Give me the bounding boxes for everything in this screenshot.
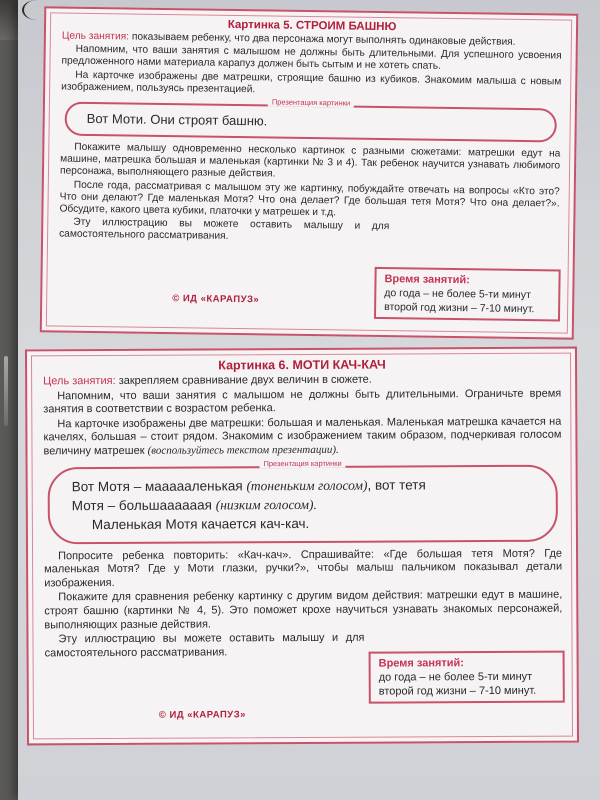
paragraph: Эту иллюстрацию вы можете оставить малышу и для самостоятельного рассматривания.	[44, 631, 365, 660]
goal-paragraph	[43, 373, 561, 389]
time-line: до года – не более 5-ти минут	[378, 670, 533, 684]
paragraph: Попросите ребенка повторить: «Кач-кач». Спрашивайте: «Где большая тетя Мотя? Где маленькая Мотя? Где у Моти глазки, ручки?», чтобы малыш пальчиком показывал детали изображения.	[44, 547, 563, 590]
presentation-label: Презентация картинки	[268, 97, 354, 107]
presentation-label: Презентация картинки	[259, 458, 345, 467]
binder-clip	[4, 356, 8, 426]
card-picture-5	[40, 6, 578, 339]
presentation-line	[72, 474, 534, 495]
presentation-text	[48, 464, 558, 544]
publisher-mark: © ИД «КАРАПУЗ»	[158, 709, 246, 721]
presentation-block	[64, 97, 556, 143]
goal-text: показываем ребенку, что два персонажа могут выполнять одинаковые действия.	[128, 31, 516, 48]
goal-label: Цель занятия:	[43, 374, 116, 388]
presentation-phrase: , вот тетя	[367, 476, 426, 493]
paragraph: Напомним, что ваши занятия с малышом не должны быть длительными. Для успешного усвоения предложенного нами материала карапуз должен быть сытым и не хотеть спать.	[61, 43, 562, 73]
presentation-phrase: Мотя – большаааааая	[71, 497, 216, 513]
publisher-mark: © ИД «КАРАПУЗ»	[172, 293, 260, 306]
time-line: второй год жизни – 7-10 минут.	[378, 684, 537, 698]
goal-text: закрепляем сравнивание двух величин в сюжете.	[115, 373, 372, 387]
paragraph-text: На карточке изображены две матрешки: большая и маленькая. Маленькая матрешка качается на качелях, большая – стоит рядом. Знакомим с изображением таким образом, подчеркивая голосом величину матрешек	[43, 415, 562, 458]
paragraph: Покажите для сравнения ребенку картинку с другим видом действия: матрешки едут в машине, строят башню (картинки № 4, 5). Это поможет крохе научиться узнавать знакомых персонажей, выполняющих разные действия.	[44, 588, 563, 631]
presentation-block	[48, 458, 558, 544]
paragraph: На карточке изображены две матрешки, строящие башню из кубиков. Знакомим малыша с новым изображением, пользуясь презентацией.	[61, 69, 562, 96]
presentation-text: Вот Моти. Они строят башню.	[64, 102, 556, 143]
presentation-note: (тоненьким голосом)	[246, 477, 368, 493]
goal-label: Цель занятия:	[61, 30, 130, 43]
paragraph: Покажите малышу одновременно несколько картинок с разными сюжетами: матрешки едут на машине, матрешка большая и маленькая (картинки № 3 и 4). Так ребенок научится узнавать любимого персонажа, выполняющего разные действия.	[59, 141, 561, 180]
card-title: Картинка 6. МОТИ КАЧ-КАЧ	[218, 357, 386, 373]
time-title: Время занятий:	[378, 657, 464, 670]
time-line: до года – не более 5-ти минут	[384, 287, 531, 302]
paragraph-note: (воспользуйтесь текстом презентации).	[147, 443, 339, 457]
paragraph: Эту иллюстрацию вы можете оставить малышу и для самостоятельного рассматривания.	[59, 216, 390, 243]
presentation-note: (низким голосом).	[215, 496, 317, 513]
paragraph: После года, рассматривая с малышом эту же картинку, побуждайте отвечать на вопросы «Кто это? Что они делают? Где маленькая Мотя? Что она делает? Где большая тетя Мотя? Что она делает?». Обсудите, какого цвета кубики, платочки у матрешек и т.д.	[59, 179, 560, 219]
time-title: Время занятий:	[384, 273, 470, 287]
time-line: второй год жизни – 7-10 минут.	[384, 301, 535, 316]
paragraph: Напомним, что ваши занятия с малышом не должны быть длительными. Ограничьте время занятия в соответствии с возрастом ребенка.	[43, 387, 562, 416]
presentation-line	[72, 493, 534, 514]
time-box	[369, 651, 565, 704]
card-picture-6	[25, 347, 579, 746]
time-box	[374, 267, 561, 322]
presentation-phrase: Вот Мотя – маааааленькая	[71, 477, 247, 494]
card-title: Картинка 5. СТРОИМ БАШНЮ	[227, 18, 397, 34]
presentation-line: Маленькая Мотя качается кач-кач.	[91, 515, 310, 532]
paragraph	[43, 415, 561, 458]
